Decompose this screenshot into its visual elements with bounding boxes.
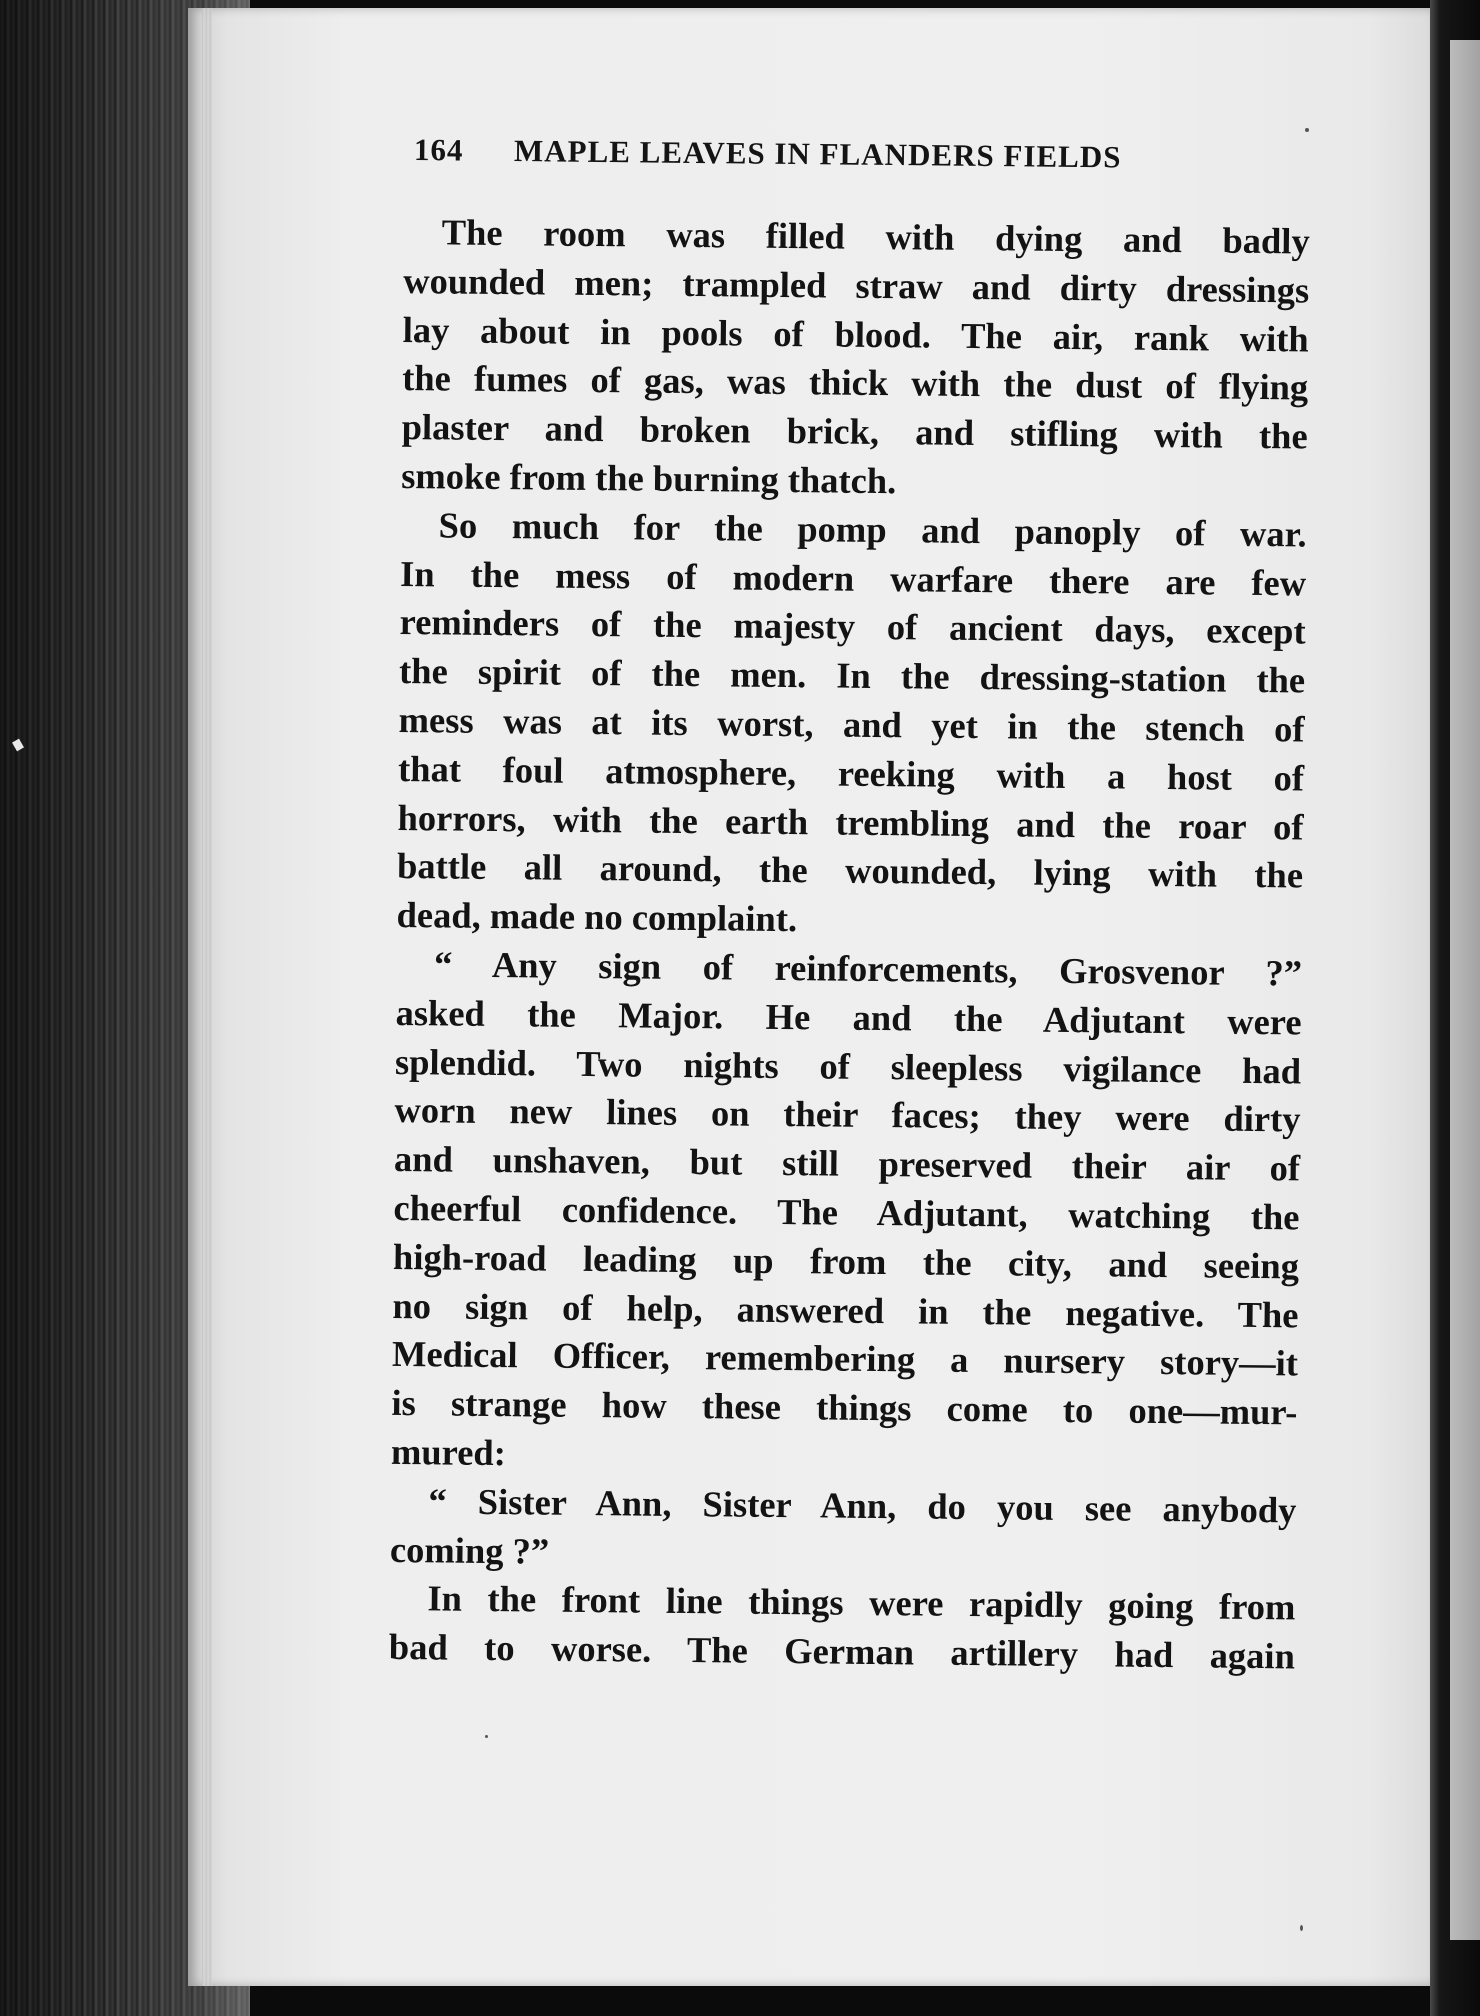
adjoining-page-sliver: [1450, 40, 1480, 1940]
page-gutter: [202, 8, 212, 1986]
text-line: dead, made no complaint.: [396, 894, 798, 940]
text-line: worn new lines on their faces; they were dirty: [394, 1089, 1301, 1140]
text-line: mured:: [390, 1430, 507, 1474]
text-line: In the front line things were rapidly going from: [427, 1577, 1296, 1628]
text-line: smoke from the burning thatch.: [400, 454, 897, 502]
right-page-edge: [1430, 0, 1480, 2016]
text-line: “ Any sign of reinforcements, Grosvenor ?”: [433, 943, 1303, 994]
text-line: asked the Major. He and the Adjutant were: [395, 991, 1302, 1043]
text-line: horrors, with the earth trembling and the roar of: [397, 796, 1304, 848]
running-title: MAPLE LEAVES IN FLANDERS FIELDS: [513, 133, 1122, 175]
text-line: splendid. Two nights of sleepless vigilance had: [394, 1040, 1302, 1091]
page-number: 164: [413, 132, 464, 168]
body-text: [389, 208, 1310, 1681]
text-line: The room was filled with dying and badly: [441, 211, 1310, 262]
text-line: bad to worse. The German artillery had again: [388, 1626, 1296, 1677]
paper-speck: [1305, 128, 1309, 132]
text-line: In the mess of modern warfare there are few: [399, 552, 1307, 604]
text-line: the fumes of gas, was thick with the dust of flying: [402, 357, 1309, 408]
text-line: So much for the pomp and panoply of war.: [438, 504, 1307, 555]
text-line: reminders of the majesty of ancient days, except: [399, 601, 1306, 652]
text-line: and unshaven, but still preserved their air of: [393, 1138, 1301, 1189]
paper-speck: [1300, 1925, 1303, 1931]
text-line: “ Sister Ann, Sister Ann, do you see anybody: [428, 1480, 1297, 1531]
text-line: that foul atmosphere, reeking with a host of: [397, 747, 1305, 799]
text-line: wounded men; trampled straw and dirty dressings: [403, 259, 1310, 311]
text-line: is strange how these things come to one—mur-: [391, 1382, 1298, 1433]
text-line: Medical Officer, remembering a nursery story—it: [391, 1333, 1299, 1384]
text-line: cheerful confidence. The Adjutant, watching the: [393, 1186, 1300, 1238]
text-line: no sign of help, answered in the negative. The: [392, 1284, 1299, 1335]
text-line: battle all around, the wounded, lying with the: [396, 845, 1304, 896]
text-line: coming ?”: [389, 1528, 550, 1572]
text-line: the spirit of the men. In the dressing-station the: [398, 650, 1306, 701]
text-line: high-road leading up from the city, and seeing: [392, 1235, 1300, 1287]
text-line: mess was at its worst, and yet in the stench of: [398, 698, 1305, 750]
text-line: plaster and broken brick, and stifling with the: [401, 406, 1308, 457]
text-line: lay about in pools of blood. The air, rank with: [402, 308, 1309, 360]
paper-speck: [485, 1735, 488, 1738]
